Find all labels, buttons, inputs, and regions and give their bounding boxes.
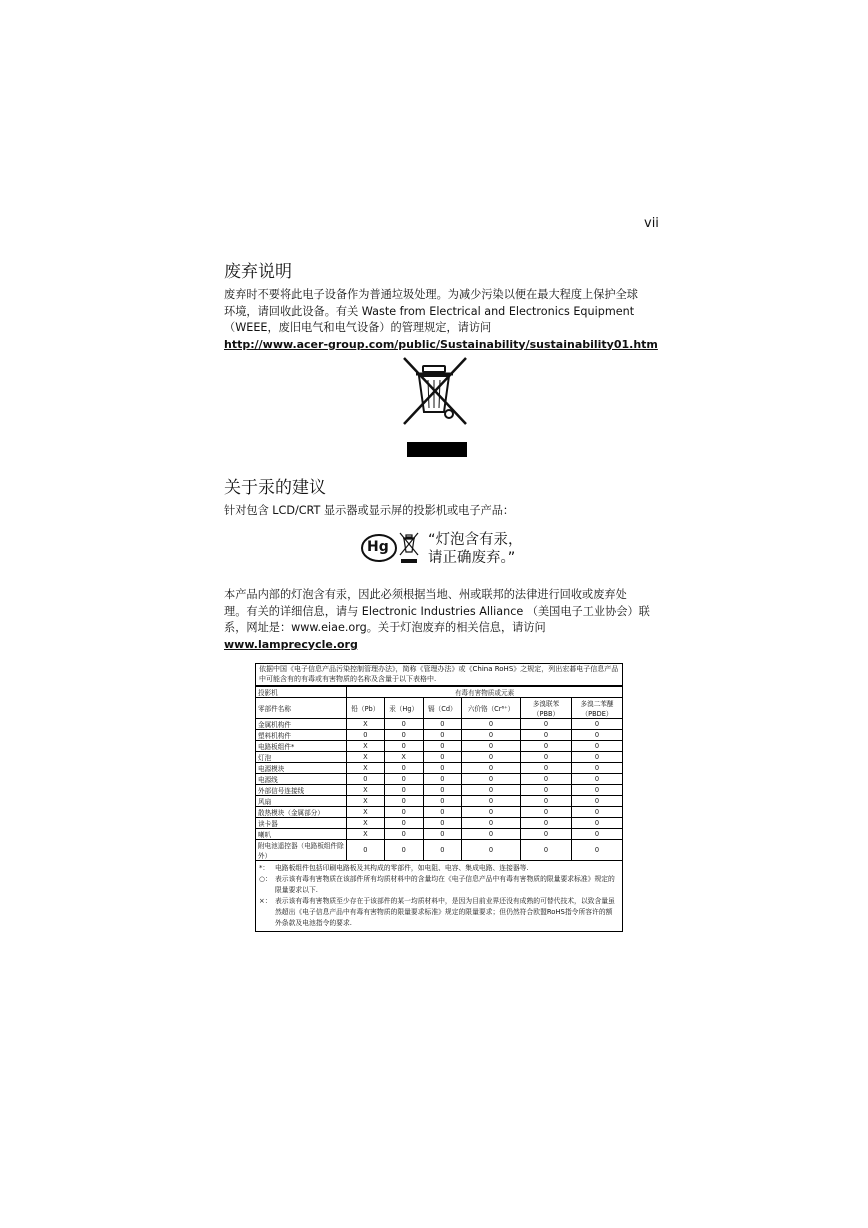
value-cell: X (384, 752, 423, 763)
value-cell: 0 (423, 774, 461, 785)
value-cell: 0 (572, 807, 623, 818)
value-cell: 0 (572, 840, 623, 861)
value-cell: 0 (384, 730, 423, 741)
paragraph-line: （WEEE，废旧电气和电气设备）的管理规定，请访问 (224, 321, 492, 334)
value-cell: 0 (423, 763, 461, 774)
column-header: 多溴二苯醚（PBDE） (572, 698, 623, 719)
part-name-cell: 塑料机构件 (256, 730, 347, 741)
part-name-cell: 读卡器 (256, 818, 347, 829)
note-symbol: ○： (259, 875, 272, 883)
value-cell: 0 (423, 741, 461, 752)
value-cell: 0 (521, 807, 572, 818)
value-cell: X (347, 752, 385, 763)
hg-label: Hg (367, 539, 389, 555)
value-cell: 0 (423, 730, 461, 741)
part-name-cell: 喇叭 (256, 829, 347, 840)
column-header: 多溴联苯（PBB） (521, 698, 572, 719)
value-cell: 0 (347, 730, 385, 741)
value-cell: 0 (423, 829, 461, 840)
value-cell: X (347, 741, 385, 752)
table-row (256, 730, 622, 741)
value-cell: 0 (462, 719, 521, 730)
column-header: 镉（Cd） (423, 698, 461, 719)
section-title-disposal: 废弃说明 (224, 262, 292, 282)
value-cell: 0 (384, 763, 423, 774)
value-cell: 0 (384, 741, 423, 752)
value-cell: 0 (423, 719, 461, 730)
note-symbol: *： (259, 864, 270, 872)
part-name-cell: 风扇 (256, 796, 347, 807)
value-cell: 0 (462, 763, 521, 774)
value-cell: 0 (384, 807, 423, 818)
value-cell: X (347, 818, 385, 829)
value-cell: 0 (462, 785, 521, 796)
note-item (259, 874, 619, 896)
part-name-header: 零部件名称 (256, 698, 347, 719)
column-header: 铅（Pb） (347, 698, 385, 719)
value-cell: 0 (572, 774, 623, 785)
value-cell: 0 (384, 719, 423, 730)
value-cell: 0 (462, 829, 521, 840)
acer-sustainability-link[interactable]: http://www.acer-group.com/public/Sustainability/sustainability01.htm (224, 337, 658, 351)
value-cell: 0 (521, 785, 572, 796)
value-cell: 0 (572, 741, 623, 752)
value-cell: 0 (572, 818, 623, 829)
value-cell: 0 (462, 818, 521, 829)
paragraph-line: 环境，请回收此设备。有关 Waste from Electrical and Electronics Equipment (224, 304, 635, 318)
lamprecycle-link[interactable]: www.lamprecycle.org (224, 637, 358, 651)
value-cell: 0 (384, 829, 423, 840)
part-name-cell: 电路板组件* (256, 741, 347, 752)
note-symbol: ×： (259, 897, 272, 905)
value-cell: 0 (462, 807, 521, 818)
value-cell: X (347, 829, 385, 840)
paragraph-line: 理。有关的详细信息，请与 Electronic Industries Alliance （美国电子工业协会）联 (224, 604, 650, 618)
value-cell: 0 (423, 818, 461, 829)
part-name-cell: 灯泡 (256, 752, 347, 763)
value-cell: 0 (384, 796, 423, 807)
mercury-intro: 针对包含 LCD/CRT 显示器或显示屏的投影机或电子产品： (224, 504, 515, 517)
value-cell: X (347, 719, 385, 730)
value-cell: 0 (521, 741, 572, 752)
value-cell: 0 (347, 840, 385, 861)
value-cell: 0 (521, 763, 572, 774)
table-row (256, 752, 622, 763)
value-cell: 0 (423, 752, 461, 763)
disposal-paragraph (224, 287, 664, 353)
value-cell: X (347, 785, 385, 796)
value-cell: 0 (384, 774, 423, 785)
small-crossed-bin-icon (397, 530, 421, 566)
paragraph-line: 系，网址是：www.eiae.org。关于灯泡废弃的相关信息，请访问 (224, 621, 546, 634)
value-cell: 0 (521, 774, 572, 785)
value-cell: 0 (347, 774, 385, 785)
black-bar (407, 442, 467, 457)
table-row (256, 840, 622, 861)
value-cell: 0 (572, 763, 623, 774)
section-title-mercury: 关于汞的建议 (224, 478, 326, 498)
column-header: 六价铬（Cr⁶⁺） (462, 698, 521, 719)
paragraph-line: 本产品内部的灯泡含有汞，因此必须根据当地、州或联邦的法律进行回收或废弃处 (224, 588, 627, 601)
table-row (256, 719, 622, 730)
part-name-cell: 散热模块（金属部分） (256, 807, 347, 818)
part-name-cell: 电源线 (256, 774, 347, 785)
value-cell: 0 (462, 752, 521, 763)
part-name-cell: 外部信号连接线 (256, 785, 347, 796)
value-cell: 0 (572, 719, 623, 730)
quote-line: 请正确废弃。” (428, 550, 516, 566)
note-text: 电路板组件包括印刷电路板及其构成的零部件，如电阻、电容、集成电路、连接器等. (275, 864, 529, 872)
part-name-cell: 附电池遥控器（电路板组件除外） (256, 840, 347, 861)
value-cell: 0 (423, 785, 461, 796)
value-cell: 0 (521, 796, 572, 807)
value-cell: 0 (423, 807, 461, 818)
rohs-table-box (255, 663, 623, 932)
note-item (259, 896, 619, 929)
table-notes (256, 860, 622, 931)
value-cell: 0 (521, 730, 572, 741)
paragraph-line: 废弃时不要将此电子设备作为普通垃圾处理。为减少污染以便在最大程度上保护全球 (224, 288, 638, 301)
value-cell: 0 (384, 840, 423, 861)
quote-line: “灯泡含有汞， (428, 532, 523, 548)
value-cell: 0 (384, 785, 423, 796)
value-cell: 0 (462, 796, 521, 807)
table-row (256, 829, 622, 840)
value-cell: X (347, 807, 385, 818)
value-cell: X (347, 796, 385, 807)
value-cell: 0 (462, 730, 521, 741)
table-row (256, 796, 622, 807)
table-row (256, 818, 622, 829)
value-cell: 0 (521, 752, 572, 763)
value-cell: 0 (521, 818, 572, 829)
table-row (256, 763, 622, 774)
value-cell: 0 (572, 829, 623, 840)
mercury-paragraph (224, 587, 664, 653)
value-cell: X (347, 763, 385, 774)
column-header: 汞（Hg） (384, 698, 423, 719)
table-row (256, 807, 622, 818)
value-cell: 0 (423, 840, 461, 861)
value-cell: 0 (572, 730, 623, 741)
value-cell: 0 (572, 752, 623, 763)
note-item (259, 863, 619, 874)
rohs-table (256, 686, 622, 860)
value-cell: 0 (521, 840, 572, 861)
mercury-warning-quote (428, 531, 523, 567)
substances-header: 有毒有害物质或元素 (347, 687, 623, 698)
value-cell: 0 (462, 774, 521, 785)
note-text: 表示该有毒有害物质在该部件所有均质材料中的含量均在《电子信息产品中有毒有害物质的限量要求标准》规定的限量要求以下. (275, 875, 615, 894)
note-text: 表示该有毒有害物质至少存在于该部件的某一均质材料中，是因为目前业界还没有成熟的可替代技术，以致含量虽然超出《电子信息产品中有毒有害物质的限量要求标准》规定的限量要求；但仍然符合欧盟RoHS指令所容许的额外条款及电池指令的要求. (275, 897, 615, 927)
value-cell: 0 (521, 719, 572, 730)
rohs-intro: 依据中国《电子信息产品污染控制管理办法》，简称《管理办法》或《China RoHS》之规定，列出宏碁电子信息产品中可能含有的有毒或有害物质的名称及含量于以下表格中. (256, 664, 622, 686)
page-number: vii (644, 216, 659, 231)
table-row (256, 774, 622, 785)
value-cell: 0 (384, 818, 423, 829)
table-row (256, 785, 622, 796)
value-cell: 0 (572, 785, 623, 796)
part-name-cell: 电源模块 (256, 763, 347, 774)
value-cell: 0 (521, 829, 572, 840)
hg-icon (360, 532, 400, 564)
part-name-cell: 金属机构件 (256, 719, 347, 730)
product-cell: 投影机 (256, 687, 347, 698)
value-cell: 0 (462, 741, 521, 752)
value-cell: 0 (423, 796, 461, 807)
value-cell: 0 (572, 796, 623, 807)
value-cell: 0 (462, 840, 521, 861)
table-row (256, 741, 622, 752)
